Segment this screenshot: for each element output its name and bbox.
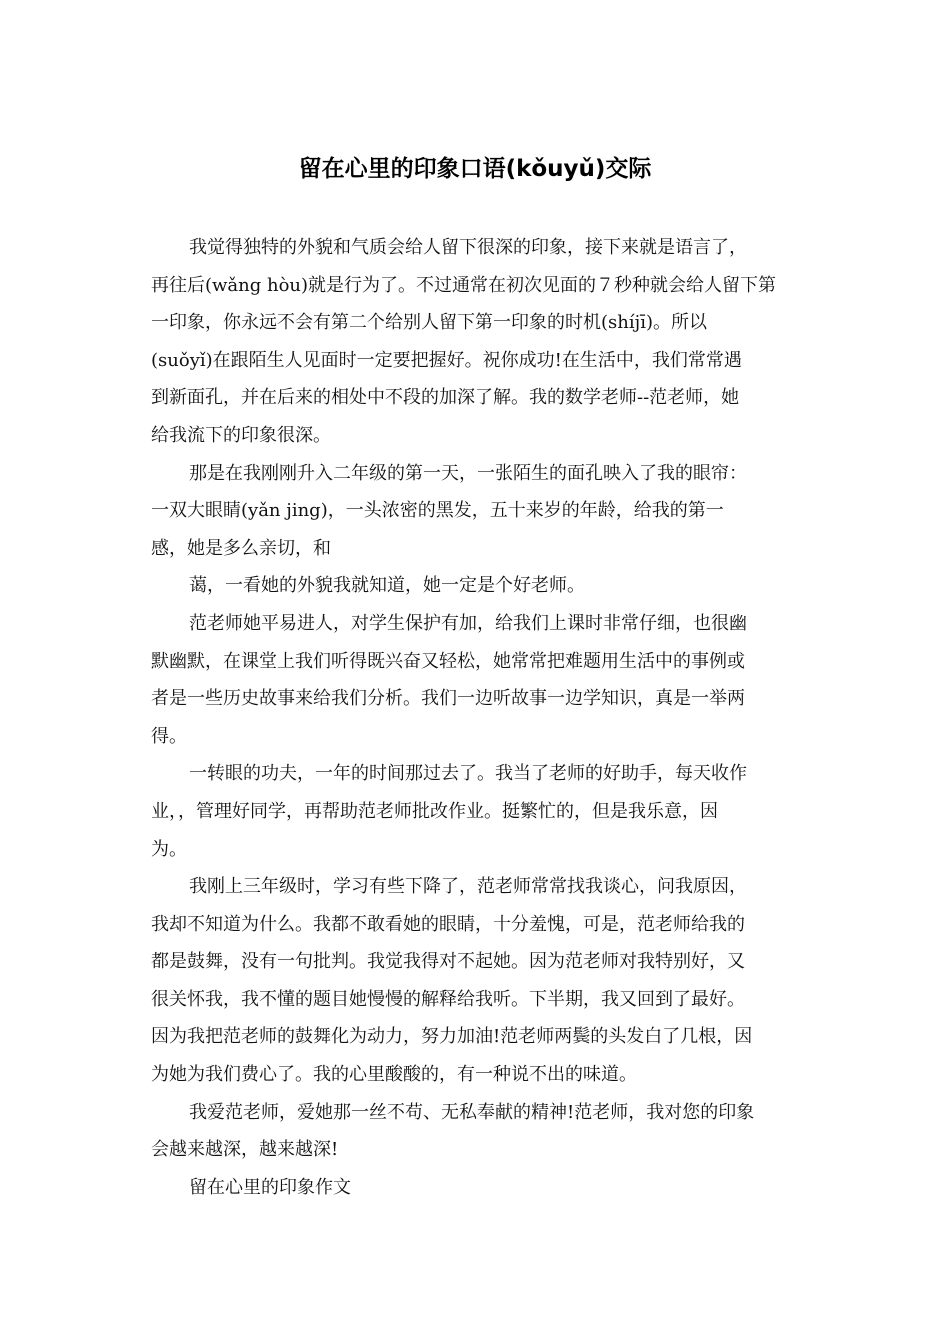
text-line: 我却不知道为什么。我都不敢看她的眼睛，十分羞愧，可是，范老师给我的 (151, 913, 745, 935)
text-line: 再往后(wǎng hòu)就是行为了。不过通常在初次见面的７秒种就会给人留下第 (151, 274, 777, 296)
document-title: 留在心里的印象口语(kǒuyǔ)交际 (298, 156, 652, 182)
text-line: 业，，管理好同学，再帮助范老师批改作业。挺繁忙的，但是我乐意，因 (151, 800, 718, 822)
text-line: 到新面孔，并在后来的相处中不段的加深了解。我的数学老师--范老师，她 (151, 387, 740, 409)
text-line: 我刚上三年级时，学习有些下降了，范老师常常找我谈心，问我原因， (189, 876, 747, 898)
text-line: 一转眼的功夫，一年的时间那过去了。我当了老师的好助手，每天收作 (189, 763, 747, 785)
text-line: 得。 (151, 725, 187, 747)
text-line: 者是一些历史故事来给我们分析。我们一边听故事一边学知识，真是一举两 (151, 688, 745, 710)
text-line: (suǒyǐ)在跟陌生人见面时一定要把握好。祝你成功!在生活中，我们常常遇 (151, 349, 742, 371)
text-line: 一双大眼睛(yǎn jing)，一头浓密的黑发，五十来岁的年龄，给我的第一 (151, 500, 724, 522)
text-line: 给我流下的印象很深。 (151, 424, 331, 446)
document-body (151, 229, 811, 1206)
text-line: 为。 (151, 838, 187, 860)
text-line: 范老师她平易进人，对学生保护有加，给我们上课时非常仔细，也很幽 (189, 612, 747, 634)
text-line: 默幽默，在课堂上我们听得既兴奋又轻松，她常常把难题用生活中的事例或 (151, 650, 745, 672)
text-line: 留在心里的印象作文 (189, 1176, 351, 1198)
text-line: 感，她是多么亲切，和 (151, 537, 331, 559)
text-line: 我觉得独特的外貌和气质会给人留下很深的印象，接下来就是语言了， (189, 237, 747, 258)
text-line: 都是鼓舞，没有一句批判。我觉我得对不起她。因为范老师对我特别好，又 (151, 951, 745, 973)
text-line: 我爱范老师，爱她那一丝不苟、无私奉献的精神!范老师，我对您的印象 (189, 1101, 755, 1123)
text-line: 为她为我们费心了。我的心里酸酸的，有一种说不出的味道。 (151, 1064, 637, 1086)
text-line: 会越来越深，越来越深! (151, 1139, 339, 1161)
text-line: 很关怀我，我不懂的题目她慢慢的解释给我听。下半期，我又回到了最好。 (151, 988, 745, 1010)
text-line: 那是在我刚刚升入二年级的第一天，一张陌生的面孔映入了我的眼帘： (189, 462, 747, 484)
text-line: 因为我把范老师的鼓舞化为动力，努力加油!范老师两鬓的头发白了几根，因 (151, 1026, 753, 1048)
text-line: 蔼，一看她的外貌我就知道，她一定是个好老师。 (189, 575, 585, 597)
text-line: 一印象，你永远不会有第二个给别人留下第一印象的时机(shíjī)。所以 (151, 312, 707, 334)
